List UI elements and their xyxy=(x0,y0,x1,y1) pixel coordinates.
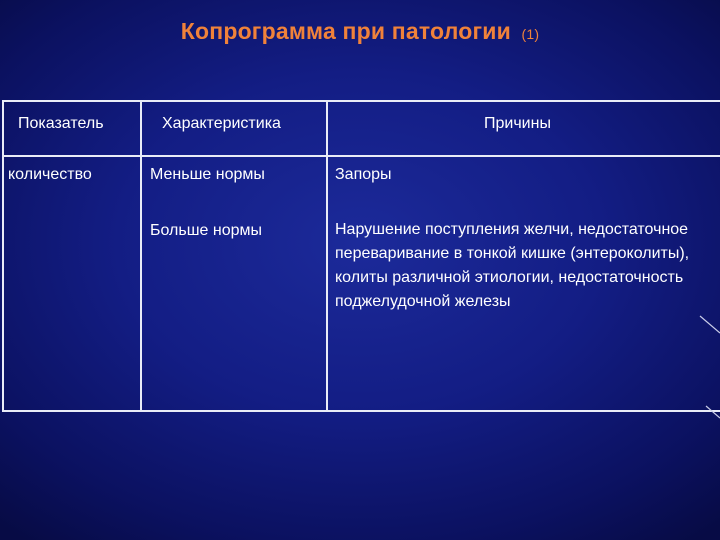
row-2-cause: Нарушение поступления желчи, недостаточное переваривание в тонкой кишке (энтероколиты), колиты различной этиологии, недостаточность поджелудочной железы xyxy=(335,221,690,310)
header-characteristic: Характеристика xyxy=(162,115,281,132)
row-1-cause: Запоры xyxy=(335,166,392,183)
row-1-characteristic: Меньше нормы xyxy=(150,166,265,183)
row-2-characteristic: Больше нормы xyxy=(150,222,263,239)
slide-title-note: (1) xyxy=(521,26,540,42)
slide-title-text: Копрограмма при патологии xyxy=(180,18,511,44)
indicator-cell: количество xyxy=(8,166,92,183)
header-causes: Причины xyxy=(484,115,551,132)
header-indicator: Показатель xyxy=(18,115,104,132)
